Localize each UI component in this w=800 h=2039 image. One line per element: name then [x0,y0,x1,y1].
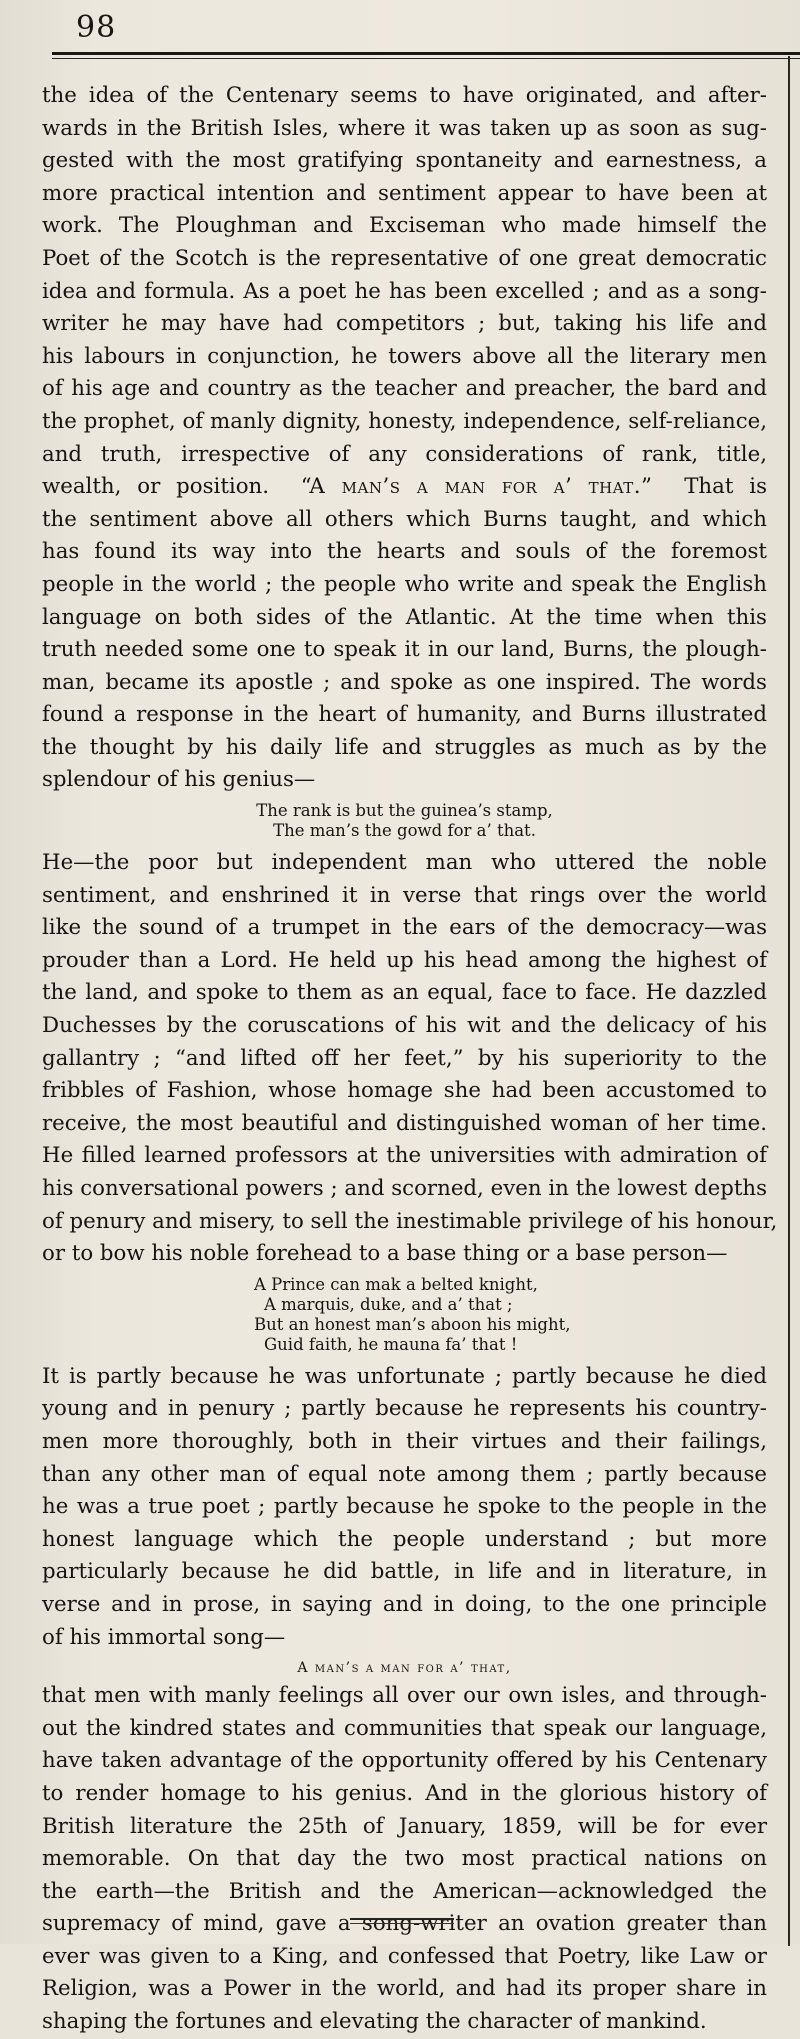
text-line: the thought by his daily life and struggles as much as by the [42,734,767,760]
text-line: more practical intention and sentiment appear to have been at [42,180,767,206]
text-line: honest language which the people understand ; but more [42,1526,767,1552]
header-rule [52,52,800,55]
text-line: people in the world ; the people who write and speak the English [42,571,767,597]
text-line: ever was given to a King, and confessed that Poetry, like Law or [42,1943,767,1969]
text-line: verse and in prose, in saying and in doing, to the one principle [42,1591,767,1617]
verse-line: The rank is but the guinea’s stamp, [256,801,553,821]
text-line-with-motto [42,471,767,504]
text-line: work. The Ploughman and Exciseman who made himself the [42,213,767,239]
paragraph-1 [42,80,767,797]
text-line: shaping the fortunes and elevating the character of mankind. [42,2009,707,2035]
text-line: He filled learned professors at the universities with admiration of [42,1143,767,1169]
verse-line: But an honest man’s aboon his might, [254,1314,571,1334]
text-line: Poet of the Scotch is the representative of one great democratic [42,245,767,271]
text-line: he was a true poet ; partly because he spoke to the people in the [42,1494,767,1520]
paragraph-2 [42,847,778,1271]
text-line: the land, and spoke to them as an equal, face to face. He dazzled [42,980,767,1006]
verse-line: A marquis, duke, and a’ that ; [264,1294,513,1314]
text-line: to render homage to his genius. And in the glorious history of [42,1780,767,1806]
text-line: his conversational powers ; and scorned, even in the lowest depths [42,1176,768,1201]
text-line: the idea of the Centenary seems to have originated, and after- [42,83,767,108]
article-body [42,80,778,2039]
verse-line: A Prince can mak a belted knight, [254,1274,538,1294]
header-rule-thin [52,58,800,59]
text-fragment: That is [684,474,767,500]
text-line: writer he may have had competitors ; but, taking his life and [42,311,767,337]
text-line: He—the poor but independent man who uttered the noble [42,850,767,876]
verse-quotation-1 [42,801,767,841]
text-line: or to bow his noble forehead to a base thing or a base person— [42,1241,728,1267]
text-line: the sentiment above all others which Burns taught, and which [42,506,767,532]
text-line: young and in penury ; partly because he represents his country- [42,1396,767,1422]
text-line: splendour of his genius— [42,767,316,793]
column-rule [788,56,790,1946]
end-rule [350,1918,454,1920]
verse-line: Guid faith, he mauna fa’ that ! [264,1334,518,1354]
text-line: man, became its apostle ; and spoke as one inspired. The words [42,669,767,695]
inline-motto: “A man’s a man for a’ that.” [300,474,653,500]
text-line: particularly because he did battle, in life and in literature, in [42,1559,767,1585]
text-line: fribbles of Fashion, whose homage she had been accustomed to [42,1078,767,1104]
text-line: the earth—the British and the American—acknowledged the [42,1878,767,1904]
text-line: memorable. On that day the two most practical nations on [42,1846,767,1872]
paragraph-4 [42,1680,767,2039]
text-fragment: wealth, or position. [42,474,270,500]
text-line: that men with manly feelings all over our own isles, and through- [42,1683,767,1709]
page-number: 98 [76,10,117,45]
text-line: the prophet, of manly dignity, honesty, independence, self-reliance, [42,408,767,434]
text-line: sentiment, and enshrined it in verse that rings over the world [42,882,767,908]
verse-quotation-2 [42,1275,767,1355]
text-line: wards in the British Isles, where it was taken up as soon as sug- [42,115,767,141]
end-rule-thin [350,1923,454,1924]
text-line: than any other man of equal note among them ; partly because [42,1461,767,1487]
text-line: Religion, was a Power in the world, and had its proper share in [42,1976,767,2002]
text-line: gallantry ; “and lifted off her feet,” by his superiority to the [42,1045,767,1071]
text-line: language on both sides of the Atlantic. At the time when this [42,604,767,630]
text-line: men more thoroughly, both in their virtues and their failings, [42,1428,767,1454]
text-line: It is partly because he was unfortunate ; partly because he died [42,1363,767,1389]
text-line: supremacy of mind, gave a song-writer an ovation greater than [42,1911,767,1937]
text-line: British literature the 25th of January, 1859, will be for ever [42,1813,767,1839]
text-line: truth needed some one to speak it in our land, Burns, the plough- [42,637,767,663]
text-line: of his immortal song— [42,1624,286,1650]
text-line: have taken advantage of the opportunity offered by his Centenary [42,1748,767,1774]
text-line: gested with the most gratifying spontaneity and earnestness, a [42,148,767,174]
text-line: his labours in conjunction, he towers above all the literary men [42,343,767,369]
verse-line: The man’s the gowd for a’ that. [273,821,536,841]
text-line: and truth, irrespective of any considerations of rank, title, [42,441,767,467]
paragraph-3 [42,1361,767,1654]
text-line: Duchesses by the coruscations of his wit and the delicacy of his [42,1013,767,1039]
text-line: like the sound of a trumpet in the ears of the democracy—was [42,915,767,941]
text-line: found a response in the heart of humanity, and Burns illustrated [42,702,767,728]
text-line: receive, the most beautiful and distinguished woman of her time. [42,1110,767,1136]
text-line: of penury and misery, to sell the inestimable privilege of his honour, [42,1208,778,1234]
text-line: idea and formula. As a poet he has been excelled ; and as a song- [42,278,767,304]
text-line: out the kindred states and communities that speak our language, [42,1715,767,1741]
text-line: prouder than a Lord. He held up his head among the highest of [42,947,767,973]
text-line: has found its way into the hearts and souls of the foremost [42,539,767,565]
text-line: of his age and country as the teacher and preacher, the bard and [42,376,767,402]
motto-line: A man’s a man for a’ that, [297,1660,512,1677]
